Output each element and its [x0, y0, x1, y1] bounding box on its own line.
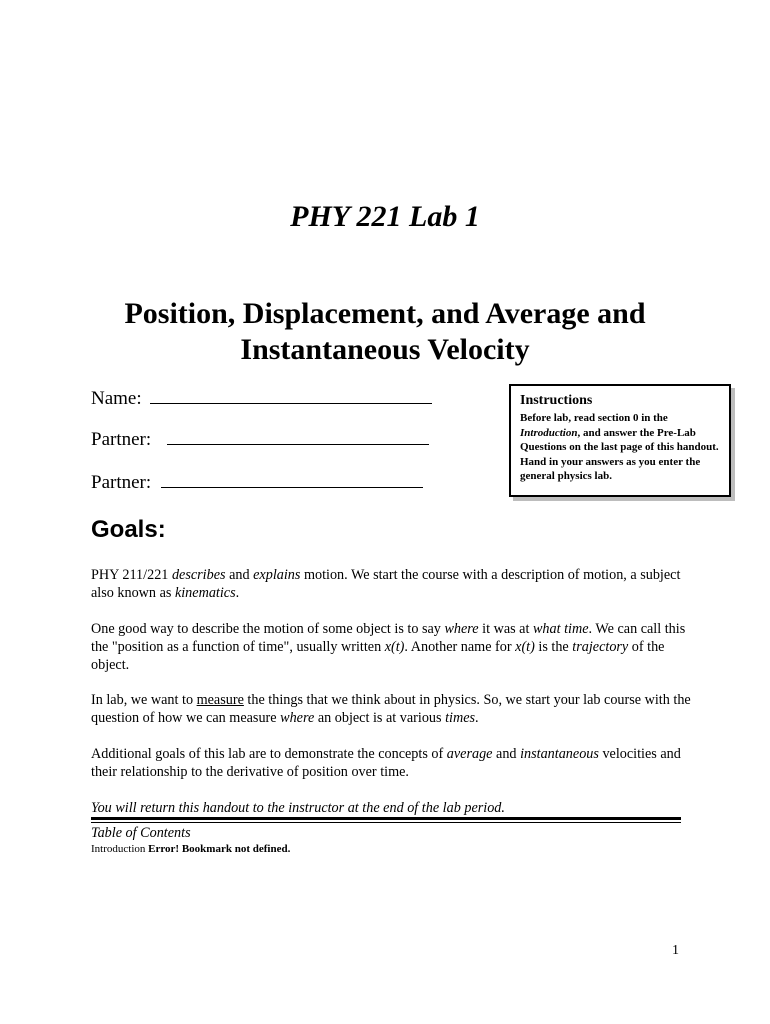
toc-entry[interactable] [91, 842, 290, 856]
goals-paragraph-3: In lab, we want to measure the things that we think about in physics. So, we start your lab course with the question of how we can measure where an object is at various times. [91, 692, 691, 726]
name-label: Name: [91, 388, 142, 409]
divider-thin [91, 822, 681, 823]
divider-thick [91, 817, 681, 820]
toc-entry-error: Error! Bookmark not defined. [148, 843, 291, 855]
partner2-blank-line[interactable] [161, 471, 423, 488]
lab-title: Position, Displacement, and Average and Instantaneous Velocity [124, 297, 646, 366]
name-blank-line[interactable] [150, 387, 432, 404]
goals-paragraph-2: One good way to describe the motion of some object is to say where it was at what time. We can call this the "position as a function of time", usually written x(t). Another name for x(t) is the trajectory of the object. [91, 621, 686, 673]
page-number: 1 [672, 943, 679, 958]
instructions-text: Before lab, read section 0 in the [520, 412, 668, 424]
partner1-label: Partner: [91, 429, 152, 450]
goals-paragraph-4: Additional goals of this lab are to demonstrate the concepts of average and instantaneous velocities and their relationship to the derivative of position over time. [91, 746, 681, 780]
instructions-text-rest: , and answer the Pre-Lab Questions on the last page of this handout. Hand in your answers as you enter the general physics lab. [520, 426, 719, 482]
instructions-emphasis: Introduction [520, 426, 578, 439]
instructions-box [509, 384, 731, 497]
partner1-field [91, 428, 429, 452]
toc-title: Table of Contents [91, 825, 191, 841]
partner2-label: Partner: [91, 472, 152, 493]
instructions-body [520, 411, 721, 484]
goals-paragraph-1: PHY 211/221 describes and explains motion. We start the course with a description of motion, a subject also known as kinematics. [91, 567, 681, 601]
partner2-field [91, 471, 423, 495]
course-title: PHY 221 Lab 1 [290, 200, 480, 233]
return-note: You will return this handout to the instructor at the end of the lab period. [91, 800, 505, 816]
partner1-blank-line[interactable] [167, 428, 429, 445]
toc-entry-label[interactable]: Introduction [91, 843, 146, 855]
goals-heading: Goals: [91, 516, 166, 543]
name-field [91, 387, 432, 411]
instructions-title: Instructions [520, 393, 593, 408]
